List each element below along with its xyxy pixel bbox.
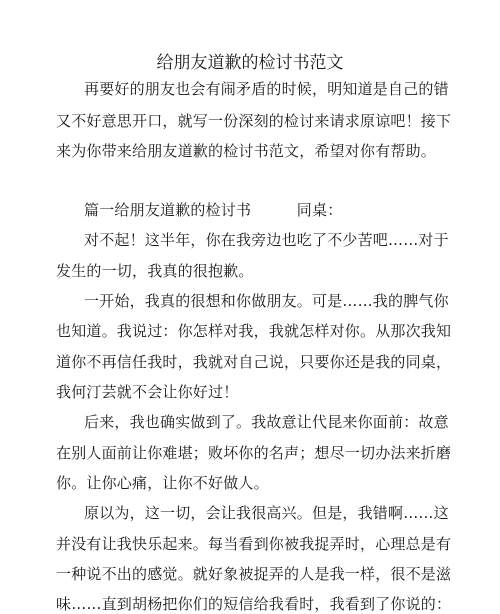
text-line: 原以为，这一切，会让我很高兴。但是，我错啊……这 bbox=[84, 504, 449, 522]
text-line: 再要好的朋友也会有闹矛盾的时候，明知道是自己的错 bbox=[84, 80, 449, 98]
text-line: 在别人面前让你难堪；败坏你的名声；想尽一切办法来折磨 bbox=[56, 444, 452, 462]
text-line: 一种说不出的感觉。就好象被捉弄的人是我一样，很不是滋 bbox=[56, 565, 452, 583]
text-line: 道你不再信任我时，我就对自己说，只要你还是我的同桌， bbox=[56, 353, 452, 371]
text-line: 来为你带来给朋友道歉的检讨书范文，希望对你有帮助。 bbox=[56, 142, 437, 160]
text-line: 又不好意思开口，就写一份深刻的检讨来请求原谅吧！接下 bbox=[56, 112, 452, 130]
text-line: 发生的一切，我真的很抱歉。 bbox=[56, 262, 254, 280]
document-title: 给朋友道歉的检讨书范文 bbox=[156, 53, 344, 73]
text-line: 后来，我也确实做到了。我故意让代昆来你面前：故意 bbox=[84, 413, 449, 431]
text-line: 并没有让我快乐起来。每当看到你被我捉弄时，心理总是有 bbox=[56, 535, 452, 553]
section-heading: 篇一给朋友道歉的检讨书 同桌： bbox=[84, 201, 343, 219]
text-line: 味……直到胡杨把你们的短信给我看时，我看到了你说的： bbox=[56, 595, 452, 613]
text-line: 一开始，我真的很想和你做朋友。可是……我的脾气你 bbox=[84, 292, 449, 310]
text-line: 对不起！这半年，你在我旁边也吃了不少苦吧……对于 bbox=[84, 231, 449, 249]
text-line: 我何汀芸就不会让你好过！ bbox=[56, 383, 239, 401]
text-line: 你。让你心痛，让你不好做人。 bbox=[56, 474, 269, 492]
text-line: 也知道。我说过：你怎样对我，我就怎样对你。从那次我知 bbox=[56, 322, 452, 340]
